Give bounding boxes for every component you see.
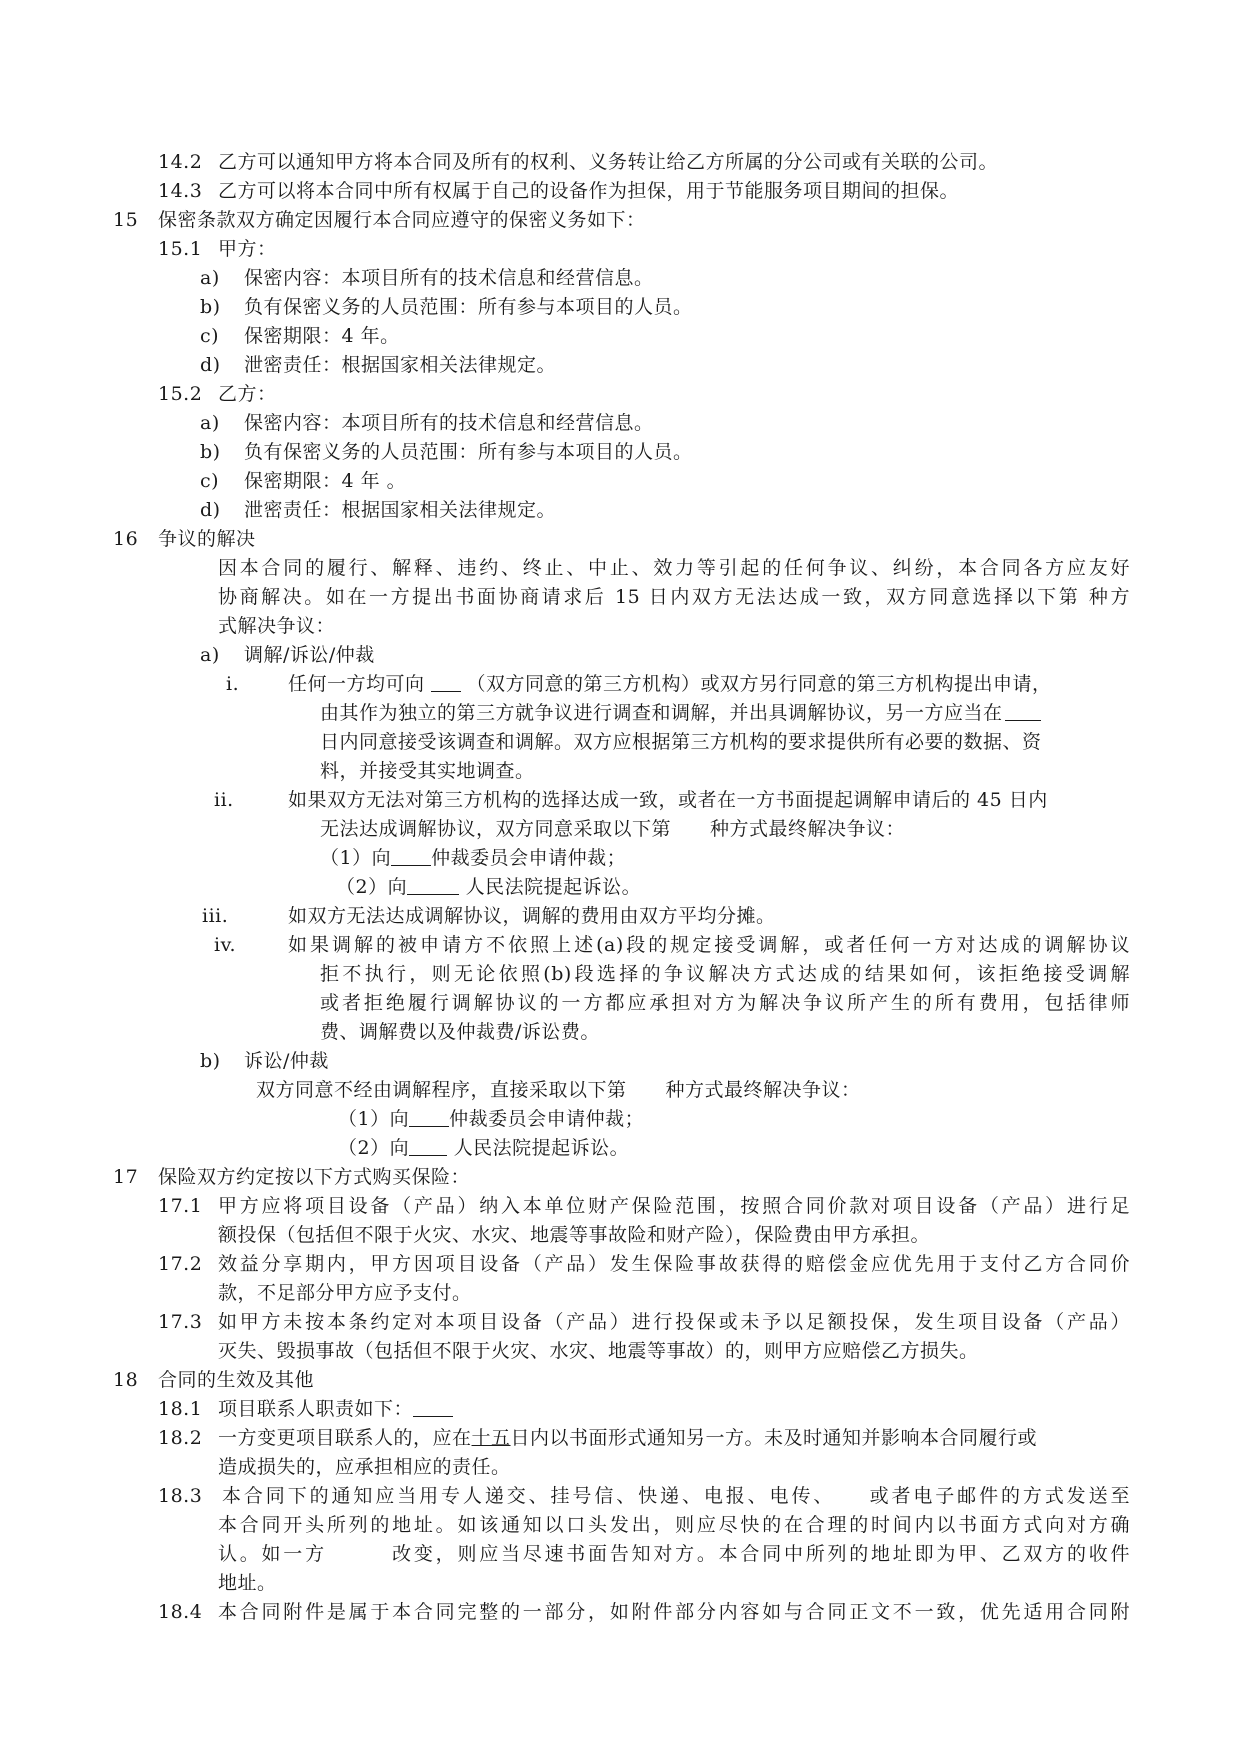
section-title: 争议的解决 xyxy=(158,528,256,550)
paragraph-line: 料，并接受其实地调查。 xyxy=(320,760,535,782)
paragraph-line: 如双方无法达成调解协议，调解的费用由双方平均分摊。 xyxy=(288,905,776,927)
option-line xyxy=(338,1105,644,1133)
section-title: 保密条款双方确定因履行本合同应遵守的保密义务如下： xyxy=(158,209,646,231)
option-line xyxy=(320,844,626,872)
list-item: 保密内容：本项目所有的技术信息和经营信息。 xyxy=(244,267,654,289)
paragraph-line: 无法达成调解协议，双方同意采取以下第 种方式最终解决争议： xyxy=(320,818,906,840)
section-number: 16 xyxy=(113,528,139,550)
list-marker: a) xyxy=(200,267,220,289)
paragraph-line: 如果调解的被申请方不依照上述(a)段的规定接受调解，或者任何一方对达成的调解协议 xyxy=(288,934,1130,956)
paragraph-line xyxy=(218,1424,1130,1452)
text-fragment: 仲裁委员会申请仲裁； xyxy=(449,1108,645,1130)
paragraph-line: 双方同意不经由调解程序，直接采取以下第 种方式最终解决争议： xyxy=(256,1079,861,1101)
fill-in-blank[interactable] xyxy=(413,1396,453,1417)
list-marker: c) xyxy=(200,470,220,492)
list-marker: d) xyxy=(200,499,221,521)
text-fragment: （1）向 xyxy=(338,1108,410,1130)
paragraph-line: 地址。 xyxy=(218,1572,277,1594)
paragraph-line xyxy=(218,1395,453,1423)
text-fragment: （双方同意的第三方机构）或双方另行同意的第三方机构提出申请， xyxy=(466,673,1052,695)
clause-title: 甲方： xyxy=(218,238,277,260)
clause-number: 17.3 xyxy=(158,1311,203,1333)
clause-title: 乙方： xyxy=(218,383,277,405)
underlined-value: 十五 xyxy=(471,1427,511,1449)
list-item: 保密期限：4 年。 xyxy=(244,325,400,347)
clause-number: 18.2 xyxy=(158,1427,203,1449)
paragraph-line: 额投保（包括但不限于火灾、水灾、地震等事故险和财产险），保险费由甲方承担。 xyxy=(218,1224,931,1246)
list-item-title: 调解/诉讼/仲裁 xyxy=(244,644,375,666)
list-marker: a) xyxy=(200,644,220,666)
roman-marker: ii. xyxy=(214,789,234,811)
paragraph-line: 日内同意接受该调查和调解。双方应根据第三方机构的要求提供所有必要的数据、资 xyxy=(320,731,1042,753)
clause-number: 17.2 xyxy=(158,1253,203,1275)
fill-in-blank[interactable] xyxy=(407,874,459,895)
section-number: 18 xyxy=(113,1369,139,1391)
roman-marker: i. xyxy=(226,673,240,695)
text-fragment: 仲裁委员会申请仲裁； xyxy=(431,847,627,869)
paragraph-line xyxy=(320,699,1130,727)
clause-number: 18.4 xyxy=(158,1601,203,1623)
fill-in-blank[interactable] xyxy=(391,845,431,866)
roman-marker: iii. xyxy=(202,905,229,927)
list-item: 泄密责任：根据国家相关法律规定。 xyxy=(244,499,557,521)
text-fragment: 日内以书面形式通知另一方。未及时通知并影响本合同履行或 xyxy=(510,1427,1038,1449)
list-item: 负有保密义务的人员范围：所有参与本项目的人员。 xyxy=(244,296,693,318)
clause-number: 15.1 xyxy=(158,238,203,260)
fill-in-blank[interactable] xyxy=(1005,700,1041,721)
paragraph-line: 款，不足部分甲方应予支付。 xyxy=(218,1282,472,1304)
text-fragment: 人民法院提起诉讼。 xyxy=(459,876,642,898)
list-item-title: 诉讼/仲裁 xyxy=(244,1050,329,1072)
fill-in-blank[interactable] xyxy=(409,1135,447,1156)
option-line xyxy=(338,1134,629,1162)
clause-number: 17.1 xyxy=(158,1195,203,1217)
paragraph-line: 费、调解费以及仲裁费/诉讼费。 xyxy=(320,1021,600,1043)
paragraph-line: 本合同下的通知应当用专人递交、挂号信、快递、电报、电传、 或者电子邮件的方式发送至 xyxy=(222,1485,1130,1507)
list-marker: c) xyxy=(200,325,220,347)
text-fragment: 由其作为独立的第三方就争议进行调查和调解，并出具调解协议，另一方应当在 xyxy=(320,702,1003,724)
list-marker: a) xyxy=(200,412,220,434)
clause-text: 乙方可以将本合同中所有权属于自己的设备作为担保，用于节能服务项目期间的担保。 xyxy=(218,180,960,202)
list-item: 负有保密义务的人员范围：所有参与本项目的人员。 xyxy=(244,441,693,463)
list-marker: b) xyxy=(200,1050,221,1072)
paragraph-line: 认。如一方 改变，则应当尽速书面告知对方。本合同中所列的地址即为甲、乙双方的收件 xyxy=(218,1543,1130,1565)
roman-marker: iv. xyxy=(214,934,237,956)
section-number: 15 xyxy=(113,209,139,231)
list-marker: b) xyxy=(200,296,221,318)
clause-number: 14.2 xyxy=(158,151,203,173)
list-item: 保密期限：4 年 。 xyxy=(244,470,407,492)
list-marker: d) xyxy=(200,354,221,376)
clause-number: 18.1 xyxy=(158,1398,203,1420)
section-title: 保险双方约定按以下方式购买保险： xyxy=(158,1166,471,1188)
paragraph-line: 灭失、毁损事故（包括但不限于火灾、水灾、地震等事故）的，则甲方应赔偿乙方损失。 xyxy=(218,1340,979,1362)
option-line xyxy=(336,873,641,901)
paragraph-line xyxy=(288,670,1130,698)
paragraph-line: 如果双方无法对第三方机构的选择达成一致，或者在一方书面提起调解申请后的 45 日内 xyxy=(288,789,1048,811)
paragraph-line: 协商解决。如在一方提出书面协商请求后 15 日内双方无法达成一致，双方同意选择以下第 种方 xyxy=(218,586,1130,608)
section-number: 17 xyxy=(113,1166,139,1188)
text-fragment: 人民法院提起诉讼。 xyxy=(447,1137,630,1159)
paragraph-line: 或者拒绝履行调解协议的一方都应承担对方为解决争议所产生的所有费用，包括律师 xyxy=(320,992,1130,1014)
fill-in-blank[interactable] xyxy=(431,671,461,692)
list-item: 泄密责任：根据国家相关法律规定。 xyxy=(244,354,557,376)
clause-number: 15.2 xyxy=(158,383,203,405)
paragraph-line: 拒不执行，则无论依照(b)段选择的争议解决方式达成的结果如何，该拒绝接受调解 xyxy=(320,963,1130,985)
paragraph-line: 式解决争议： xyxy=(218,615,336,637)
list-item: 保密内容：本项目所有的技术信息和经营信息。 xyxy=(244,412,654,434)
section-title: 合同的生效及其他 xyxy=(158,1369,315,1391)
paragraph-line: 造成损失的，应承担相应的责任。 xyxy=(218,1456,511,1478)
paragraph-line: 本合同附件是属于本合同完整的一部分，如附件部分内容如与合同正文不一致，优先适用合同附 xyxy=(218,1601,1130,1623)
text-fragment: （2）向 xyxy=(336,876,408,898)
text-fragment: 任何一方均可向 xyxy=(288,673,425,695)
text-fragment: （1）向 xyxy=(320,847,392,869)
list-marker: b) xyxy=(200,441,221,463)
paragraph-line: 因本合同的履行、解释、违约、终止、中止、效力等引起的任何争议、纠纷，本合同各方应友好 xyxy=(218,557,1130,579)
paragraph-line: 本合同开头所列的地址。如该通知以口头发出，则应尽快的在合理的时间内以书面方式向对方确 xyxy=(218,1514,1130,1536)
clause-text: 乙方可以通知甲方将本合同及所有的权利、义务转让给乙方所属的分公司或有关联的公司。 xyxy=(218,151,999,173)
fill-in-blank[interactable] xyxy=(409,1106,449,1127)
text-fragment: 项目联系人职责如下： xyxy=(218,1398,414,1420)
paragraph-line: 效益分享期内，甲方因项目设备（产品）发生保险事故获得的赔偿金应优先用于支付乙方合同价 xyxy=(218,1253,1130,1275)
paragraph-line: 甲方应将项目设备（产品）纳入本单位财产保险范围，按照合同价款对项目设备（产品）进行足 xyxy=(218,1195,1130,1217)
text-fragment: 一方变更项目联系人的，应在 xyxy=(218,1427,472,1449)
paragraph-line: 如甲方未按本条约定对本项目设备（产品）进行投保或未予以足额投保，发生项目设备（产品） xyxy=(218,1311,1130,1333)
clause-number: 18.3 xyxy=(158,1485,203,1507)
clause-number: 14.3 xyxy=(158,180,203,202)
text-fragment: （2）向 xyxy=(338,1137,410,1159)
